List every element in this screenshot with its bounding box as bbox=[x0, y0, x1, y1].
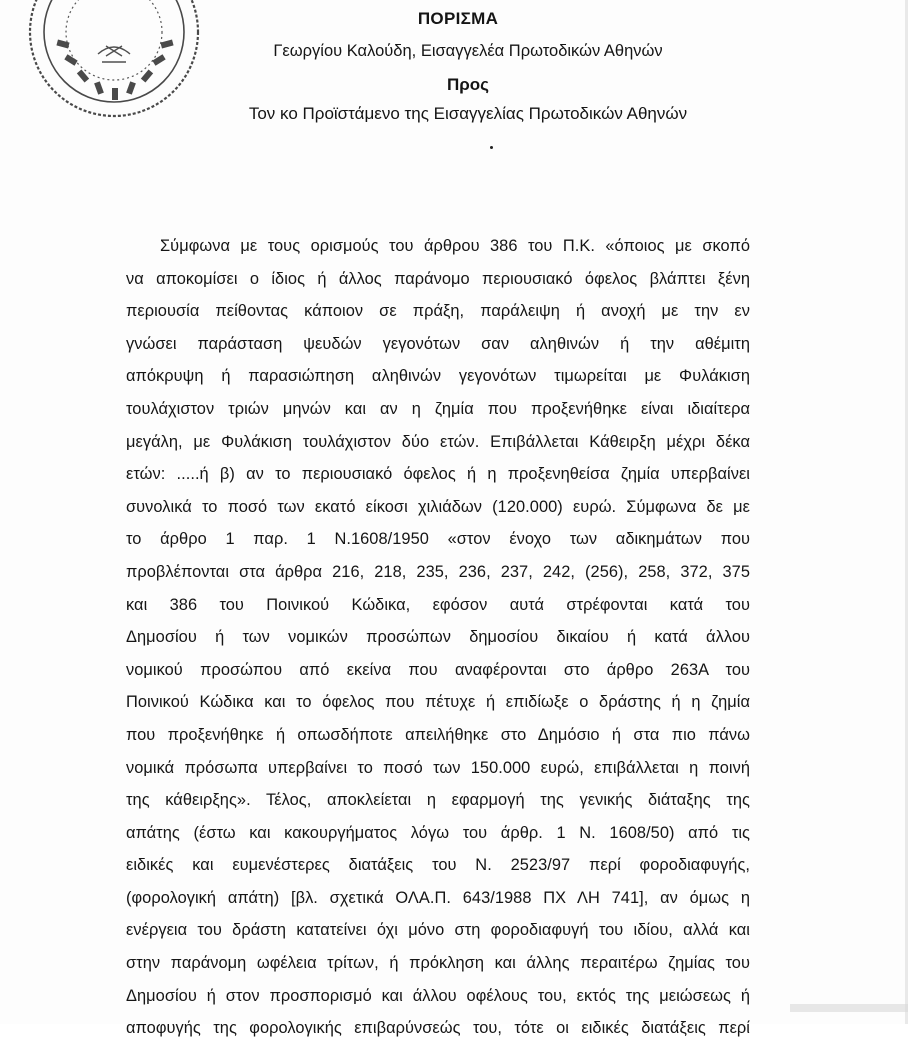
document-title: ΠΟΡΙΣΜΑ bbox=[417, 9, 499, 28]
addressee-label: Προς bbox=[446, 75, 490, 94]
body-line: (φορολογική απάτη) [βλ. σχετικά ΟΛΑ.Π. 643/1988 ΠΧ ΛΗ 741], αν όμως η bbox=[126, 888, 750, 907]
body-line: Δημοσίου ή στον προσπορισμό και άλλου οφέλους του, εκτός της μειώσεως ή bbox=[126, 986, 750, 1005]
body-line: συνολικά το ποσό των εκατό είκοσι χιλιάδων (120.000) ευρώ. Σύμφωνα δε με bbox=[126, 497, 750, 516]
body-line: και 386 του Ποινικού Κώδικα, εφόσον αυτά στρέφονται κατά του bbox=[126, 595, 750, 614]
body-line: νομικού προσώπου από εκείνα που αναφέρονται στο άρθρο 263Α του bbox=[126, 660, 750, 679]
body-line: στην παράνομη ωφέλεια τρίτων, ή πρόκληση και άλλης περαιτέρω ζημίας του bbox=[126, 954, 750, 973]
body-line: αποφυγής της φορολογικής επιβαρύνσεώς του, τότε οι ειδικές διατάξεις περί bbox=[126, 1019, 750, 1038]
author-line: Γεωργίου Καλούδη, Εισαγγελέα Πρωτοδικών Αθηνών bbox=[273, 42, 663, 60]
body-line: γνώσει παράσταση ψευδών γεγονότων σαν αληθινών ή την αθέμιτη bbox=[126, 334, 750, 353]
body-line: προβλέπονται στα άρθρα 216, 218, 235, 236, 237, 242, (256), 258, 372, 375 bbox=[126, 562, 750, 581]
body-line: μεγάλη, με Φυλάκιση τουλάχιστον δύο ετών. Επιβάλλεται Κάθειρξη μέχρι δέκα bbox=[126, 432, 750, 451]
body-line: απάτης (έστω και κακουργήματος λόγω του άρθρ. 1 Ν. 1608/50) από τις bbox=[126, 823, 750, 842]
scan-smudge bbox=[790, 1004, 908, 1012]
body-line: ετών: .....ή β) αν το περιουσιακό όφελος ή η προξενηθείσα ζημία υπερβαίνει bbox=[126, 465, 750, 484]
body-text bbox=[126, 230, 750, 1045]
body-line: απόκρυψη ή παρασιώπηση αληθινών γεγονότων τιμωρείται με Φυλάκιση bbox=[126, 367, 750, 386]
stray-dot bbox=[490, 146, 493, 149]
body-line: της κάθειρξης». Τέλος, αποκλείεται η εφαρμογή της γενικής διάταξης της bbox=[126, 791, 750, 810]
body-line: το άρθρο 1 παρ. 1 Ν.1608/1950 «στον ένοχο των αδικημάτων που bbox=[126, 530, 750, 549]
recipient-line: Τον κο Προϊστάμενο της Εισαγγελίας Πρωτοδικών Αθηνών bbox=[248, 104, 688, 123]
body-line: Ποινικού Κώδικα και το όφελος που πέτυχε ή επιδίωξε ο δράστης ή η ζημία bbox=[126, 693, 750, 712]
body-line: Δημοσίου ή των νομικών προσώπων δημοσίου δικαίου ή κατά άλλου bbox=[126, 628, 750, 647]
body-line: τουλάχιστον τριών μηνών και αν η ζημία που προξενήθηκε είναι ιδιαίτερα bbox=[126, 399, 750, 418]
body-line: που προξενήθηκε ή οπωσδήποτε απειλήθηκε στο Δημόσιο ή στα πιο πάνω bbox=[126, 725, 750, 744]
body-line: περιουσία πείθοντας κάποιον σε πράξη, παράλειψη ή ανοχή με την εν bbox=[126, 302, 750, 321]
body-line: ειδικές και ευμενέστερες διατάξεις του Ν. 2523/97 περί φοροδιαφυγής, bbox=[126, 856, 750, 875]
body-line: ενέργεια του δράστη κατατείνει όχι μόνο στη φοροδιαφυγή του ιδίου, αλλά και bbox=[126, 921, 750, 940]
body-line: Σύμφωνα με τους ορισμούς του άρθρου 386 του Π.Κ. «όποιος με σκοπό bbox=[160, 237, 750, 255]
body-line: να αποκομίσει ο ίδιος ή άλλος παράνομο περιουσιακό όφελος βλάπτει ξένη bbox=[126, 269, 750, 288]
body-line: νομικά πρόσωπα υπερβαίνει το ποσό των 150.000 ευρώ, επιβάλλεται η ποινή bbox=[126, 758, 750, 777]
